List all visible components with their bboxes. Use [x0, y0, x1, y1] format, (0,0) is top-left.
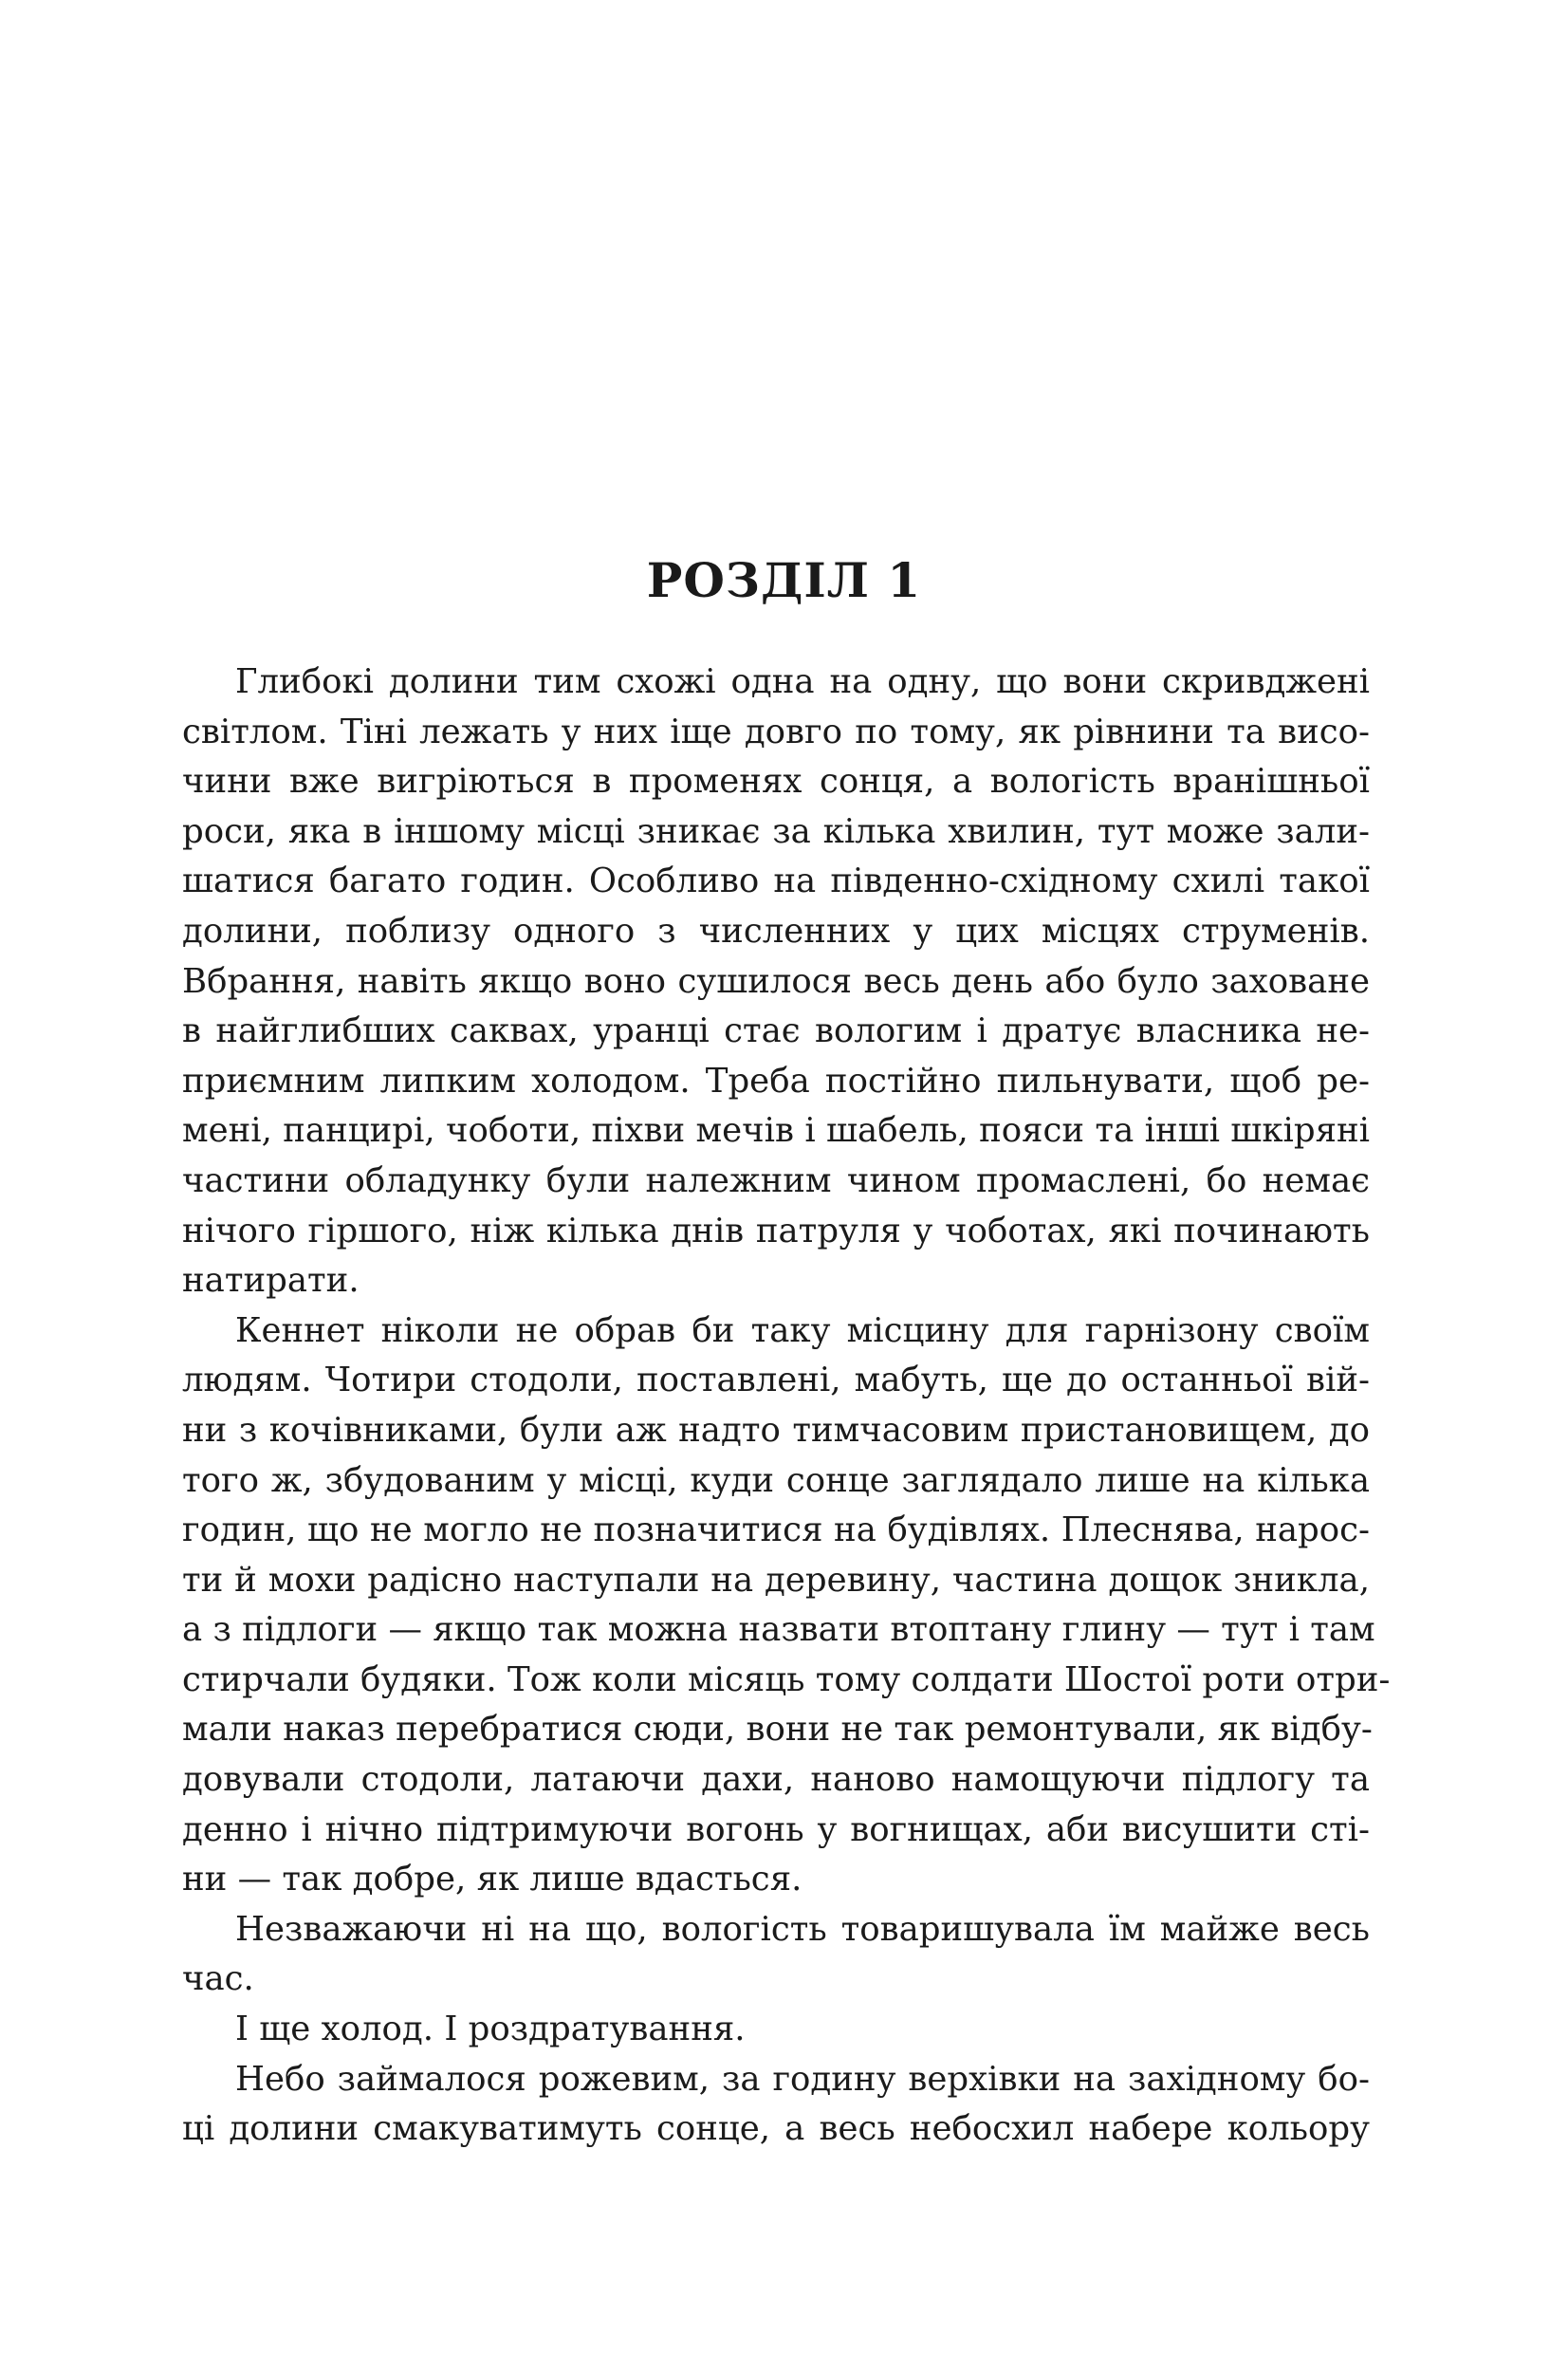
chapter-title: РОЗДІЛ 1: [646, 552, 922, 608]
text-line: а з підлоги — якщо так можна назвати втоптану глину — тут і там: [182, 1610, 1375, 1650]
text-line: Глибокі долини тим схожі одна на одну, що вони скривджені: [235, 662, 1370, 701]
text-line: нічого гіршого, ніж кілька днів патруля у чоботах, які починають: [182, 1211, 1370, 1251]
text-line: Незважаючи ні на що, вологість товаришувала їм майже весь: [235, 1909, 1370, 1949]
text-line: денно і нічно підтримуючи вогонь у вогнищах, аби висушити сті-: [182, 1809, 1370, 1849]
text-line: Кеннет ніколи не обрав би таку місцину для гарнізону своїм: [235, 1310, 1370, 1350]
text-line: чини вже вигріються в променях сонця, а вологість вранішньої: [182, 762, 1370, 802]
text-line: ни з кочівниками, були аж надто тимчасовим пристановищем, до: [182, 1410, 1370, 1450]
text-line: ці долини смакуватимуть сонце, а весь небосхил набере кольору: [182, 2109, 1370, 2149]
text-line: мали наказ перебратися сюди, вони не так ремонтували, як відбу-: [182, 1710, 1373, 1750]
text-line: приємним липким холодом. Треба постійно пильнувати, щоб ре-: [182, 1061, 1370, 1101]
chapter-body: [182, 658, 1391, 2155]
text-line: ни — так добре, як лише вдасться.: [182, 1860, 802, 1899]
text-line: долини, поблизу одного з численних у цих місцях струменів.: [182, 911, 1370, 951]
text-line: шатися багато годин. Особливо на південно-східному схилі такої: [182, 862, 1370, 901]
text-line: частини обладунку були належним чином промаслені, бо немає: [182, 1160, 1370, 1200]
text-line: того ж, збудованим у місці, куди сонце заглядало лише на кілька: [182, 1460, 1370, 1500]
text-line: ти й мохи радісно наступали на деревину, частина дощок зникла,: [182, 1560, 1370, 1600]
text-line: роси, яка в іншому місці зникає за кілька хвилин, тут може зали-: [182, 811, 1370, 851]
text-line: людям. Чотири стодоли, поставлені, мабуть, ще до останньої вій-: [182, 1361, 1370, 1400]
text-line: довували стодоли, латаючи дахи, наново намощуючи підлогу та: [182, 1760, 1370, 1800]
text-line: Вбрання, навіть якщо воно сушилося весь день або було заховане: [182, 961, 1370, 1001]
text-line: світлом. Тіні лежать у них іще довго по тому, як рівнини та висо-: [182, 712, 1370, 751]
text-line: натирати.: [182, 1261, 360, 1301]
text-line: час.: [182, 1959, 254, 1999]
text-line: Небо займалося рожевим, за годину верхівки на західному бо-: [235, 2059, 1370, 2099]
text-line: стирчали будяки. Тож коли місяць тому солдати Шостої роти отри-: [182, 1659, 1391, 1699]
text-line: мені, панцирі, чоботи, піхви мечів і шабель, пояси та інші шкіряні: [182, 1111, 1370, 1151]
text-line: в найглибших саквах, уранці стає вологим і дратує власника не-: [182, 1011, 1370, 1051]
text-line: годин, що не могло не позначитися на будівлях. Плеснява, нарос-: [182, 1510, 1370, 1550]
text-line: І ще холод. І роздратування.: [235, 2010, 746, 2049]
